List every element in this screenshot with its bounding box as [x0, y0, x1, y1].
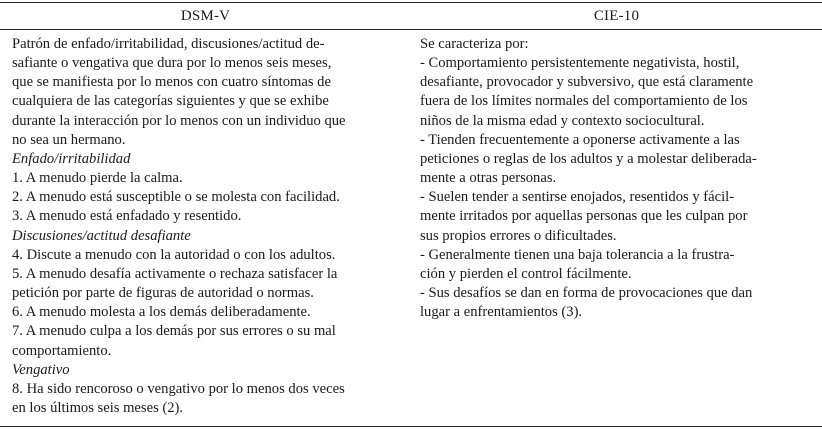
dsm5-category-heading: Discusiones/actitud desafiante	[12, 227, 191, 244]
header-cie10: CIE-10	[593, 8, 640, 24]
dsm5-intro-line: no sea un hermano.	[12, 131, 126, 148]
comparison-table	[0, 2, 822, 427]
cie10-bullet-line: - Tienden frecuentemente a oponerse activamente a las	[420, 131, 740, 148]
cie10-bullet-line: lugar a enfrentamientos (3).	[420, 304, 583, 321]
cie10-bullet-line: - Sus desafíos se dan en forma de provocaciones que dan	[420, 285, 753, 302]
dsm5-intro-line: cualquiera de las categorías siguientes y que se exhibe	[12, 93, 329, 110]
cie10-bullet-line: mente a otras personas.	[420, 170, 557, 187]
dsm5-criterion-item: 3. A menudo está enfadado y resentido.	[12, 208, 242, 225]
dsm5-criterion-item-cont: petición por parte de figuras de autoridad o normas.	[12, 285, 314, 302]
dsm5-criterion-item: 8. Ha sido rencoroso o vengativo por lo menos dos veces	[12, 380, 345, 397]
cie10-bullet-line: mente irritados por aquellas personas que les culpan por	[420, 208, 748, 225]
dsm5-category-heading: Enfado/irritabilidad	[12, 150, 131, 167]
dsm5-criteria-cell	[0, 30, 411, 418]
dsm5-criterion-item: 2. A menudo está susceptible o se molesta con facilidad.	[12, 189, 340, 206]
dsm5-intro-line: durante la interacción por lo menos con un individuo que	[12, 112, 346, 129]
cie10-bullet-line: - Comportamiento persistentemente negativista, hostil,	[420, 55, 740, 72]
dsm5-criterion-item: 4. Discute a menudo con la autoridad o con los adultos.	[12, 246, 336, 263]
cie10-bullet-line: niños de la misma edad y contexto sociocultural.	[420, 112, 705, 129]
dsm5-criterion-item: 7. A menudo culpa a los demás por sus errores o su mal	[12, 323, 336, 340]
table-header-row	[0, 3, 822, 30]
cie10-intro: Se caracteriza por:	[420, 36, 529, 52]
cie10-bullet-line: desafiante, provocador y subversivo, que está claramente	[420, 74, 754, 91]
cie10-bullet-line: ción y pierden el control fácilmente.	[420, 265, 632, 282]
dsm5-intro-line: que se manifiesta por lo menos con cuatro síntomas de	[12, 74, 331, 91]
dsm5-criterion-item: 6. A menudo molesta a los demás deliberadamente.	[12, 304, 311, 321]
dsm5-intro-line: Patrón de enfado/irritabilidad, discusiones/actitud de-	[12, 36, 325, 52]
dsm5-category-heading: Vengativo	[12, 361, 70, 378]
dsm5-criterion-item-cont: comportamiento.	[12, 342, 112, 359]
cie10-bullet-line: - Suelen tender a sentirse enojados, resentidos y fácil-	[420, 189, 735, 206]
cie10-bullet-line: peticiones o reglas de los adultos y a molestar deliberada-	[420, 150, 757, 167]
table-body-row	[0, 30, 822, 418]
dsm5-criterion-item-cont: en los últimos seis meses (2).	[12, 399, 184, 416]
dsm5-criterion-item: 1. A menudo pierde la calma.	[12, 170, 183, 187]
dsm5-intro-line: safiante o vengativa que dura por lo menos seis meses,	[12, 55, 332, 72]
dsm5-criterion-item: 5. A menudo desafía activamente o rechaza satisfacer la	[12, 265, 338, 282]
cie10-bullet-line: sus propios errores o dificultades.	[420, 227, 617, 244]
header-dsm5: DSM-V	[180, 8, 231, 24]
cie10-criteria-cell	[411, 30, 822, 418]
cie10-bullet-line: fuera de los límites normales del comportamiento de los	[420, 93, 748, 110]
cie10-bullet-line: - Generalmente tienen una baja tolerancia a la frustra-	[420, 246, 735, 263]
